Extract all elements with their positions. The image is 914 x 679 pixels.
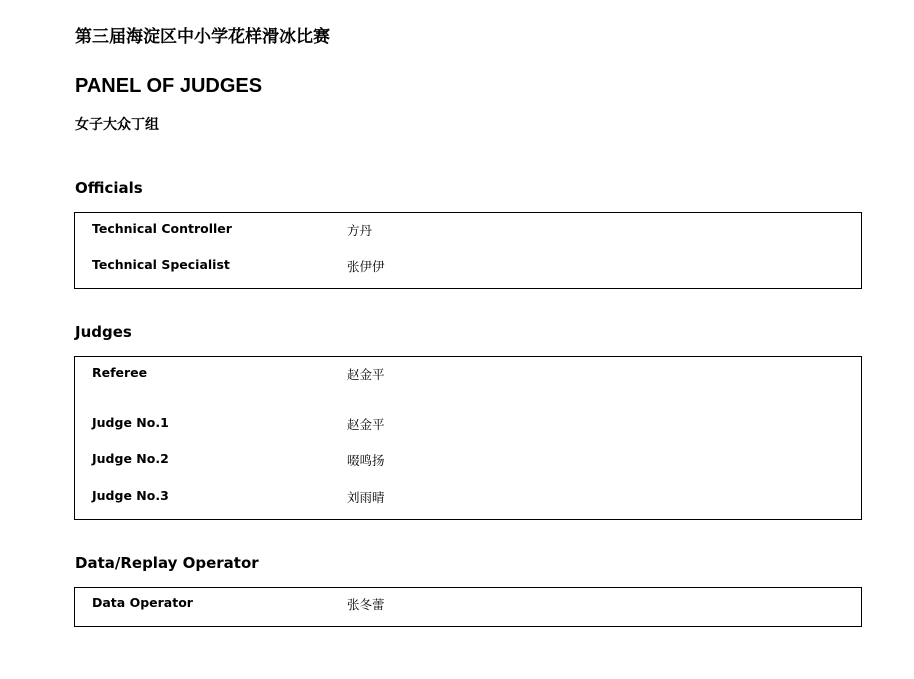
- table-row: [75, 488, 861, 508]
- role-label: Judge No.1: [92, 415, 169, 430]
- person-name: 张伊伊: [347, 259, 385, 274]
- table-row: [75, 451, 861, 471]
- person-name: 刘雨晴: [347, 490, 385, 505]
- event-title: 第三届海淀区中小学花样滑冰比赛: [75, 27, 330, 47]
- table-row: [75, 221, 861, 241]
- table-row: [75, 595, 861, 615]
- person-name: 啜鸣扬: [347, 453, 385, 468]
- role-label: Referee: [92, 365, 148, 380]
- judges-heading: Judges: [75, 323, 132, 341]
- judges-table: [74, 356, 862, 520]
- table-row: [75, 257, 861, 277]
- role-label: Technical Specialist: [92, 257, 230, 272]
- role-label: Judge No.3: [92, 488, 169, 503]
- person-name: 方丹: [347, 223, 373, 238]
- table-row: [75, 365, 861, 385]
- role-label: Data Operator: [92, 595, 193, 610]
- role-label: Judge No.2: [92, 451, 169, 466]
- person-name: 赵金平: [347, 367, 385, 382]
- officials-table: [74, 212, 862, 289]
- role-label: Technical Controller: [92, 221, 232, 236]
- data-replay-heading: Data/Replay Operator: [75, 554, 259, 572]
- officials-heading: Officials: [75, 179, 143, 197]
- person-name: 赵金平: [347, 417, 385, 432]
- table-row: [75, 415, 861, 435]
- panel-title: PANEL OF JUDGES: [75, 75, 263, 97]
- data-replay-table: [74, 587, 862, 627]
- category-label: 女子大众丁组: [75, 117, 159, 133]
- person-name: 张冬蕾: [347, 597, 385, 612]
